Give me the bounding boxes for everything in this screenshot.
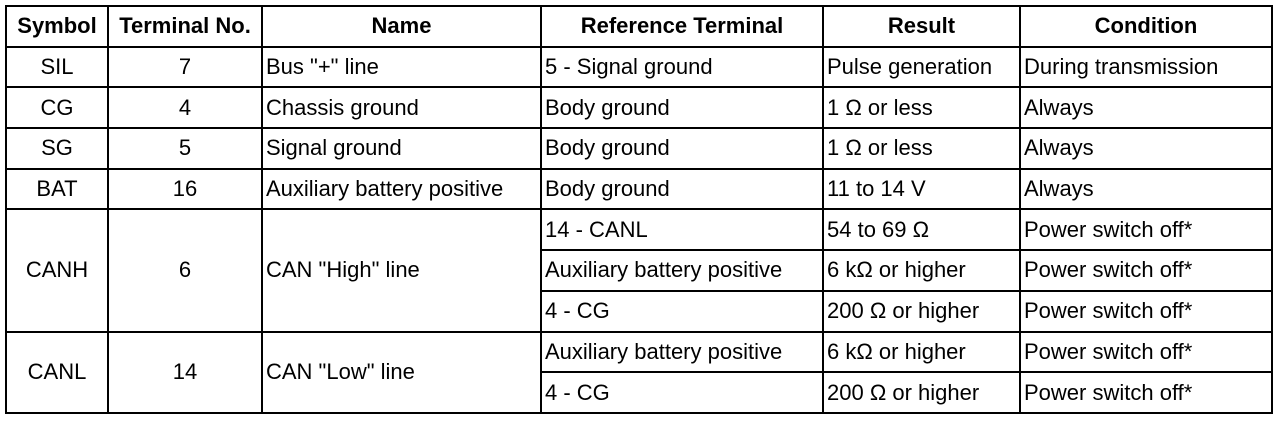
header-name: Name xyxy=(262,6,541,47)
name-cell: CAN "Low" line xyxy=(262,332,541,413)
symbol-cell: SG xyxy=(6,128,108,169)
condition-cell: Power switch off* xyxy=(1020,209,1272,250)
reference-cell: Body ground xyxy=(541,87,823,128)
condition-cell: During transmission xyxy=(1020,47,1272,88)
condition-cell: Power switch off* xyxy=(1020,372,1272,413)
result-cell: 1 Ω or less xyxy=(823,128,1020,169)
name-cell: CAN "High" line xyxy=(262,209,541,331)
symbol-cell: CANL xyxy=(6,332,108,413)
result-cell: 54 to 69 Ω xyxy=(823,209,1020,250)
name-cell: Signal ground xyxy=(262,128,541,169)
terminal-table-container xyxy=(5,5,1273,414)
symbol-cell: SIL xyxy=(6,47,108,88)
reference-cell: 4 - CG xyxy=(541,372,823,413)
header-terminal-no: Terminal No. xyxy=(108,6,262,47)
symbol-cell: BAT xyxy=(6,169,108,210)
result-cell: 6 kΩ or higher xyxy=(823,332,1020,373)
reference-cell: Body ground xyxy=(541,169,823,210)
name-cell: Bus "+" line xyxy=(262,47,541,88)
header-symbol: Symbol xyxy=(6,6,108,47)
terminal-cell: 4 xyxy=(108,87,262,128)
header-result: Result xyxy=(823,6,1020,47)
symbol-cell: CG xyxy=(6,87,108,128)
table-row xyxy=(6,87,1272,128)
table-row xyxy=(6,209,1272,250)
symbol-cell: CANH xyxy=(6,209,108,331)
condition-cell: Power switch off* xyxy=(1020,332,1272,373)
terminal-cell: 16 xyxy=(108,169,262,210)
table-row xyxy=(6,332,1272,373)
header-condition: Condition xyxy=(1020,6,1272,47)
reference-cell: 5 - Signal ground xyxy=(541,47,823,88)
result-cell: 200 Ω or higher xyxy=(823,291,1020,332)
terminal-cell: 7 xyxy=(108,47,262,88)
table-row xyxy=(6,47,1272,88)
header-reference-terminal: Reference Terminal xyxy=(541,6,823,47)
result-cell: 200 Ω or higher xyxy=(823,372,1020,413)
condition-cell: Power switch off* xyxy=(1020,250,1272,291)
table-row xyxy=(6,169,1272,210)
condition-cell: Power switch off* xyxy=(1020,291,1272,332)
condition-cell: Always xyxy=(1020,169,1272,210)
reference-cell: 14 - CANL xyxy=(541,209,823,250)
header-row xyxy=(6,6,1272,47)
condition-cell: Always xyxy=(1020,128,1272,169)
name-cell: Chassis ground xyxy=(262,87,541,128)
condition-cell: Always xyxy=(1020,87,1272,128)
reference-cell: Auxiliary battery positive xyxy=(541,332,823,373)
result-cell: 6 kΩ or higher xyxy=(823,250,1020,291)
table-row xyxy=(6,128,1272,169)
terminal-table xyxy=(5,5,1273,414)
reference-cell: Body ground xyxy=(541,128,823,169)
reference-cell: Auxiliary battery positive xyxy=(541,250,823,291)
terminal-cell: 5 xyxy=(108,128,262,169)
result-cell: Pulse generation xyxy=(823,47,1020,88)
result-cell: 11 to 14 V xyxy=(823,169,1020,210)
terminal-cell: 14 xyxy=(108,332,262,413)
name-cell: Auxiliary battery positive xyxy=(262,169,541,210)
terminal-cell: 6 xyxy=(108,209,262,331)
reference-cell: 4 - CG xyxy=(541,291,823,332)
result-cell: 1 Ω or less xyxy=(823,87,1020,128)
